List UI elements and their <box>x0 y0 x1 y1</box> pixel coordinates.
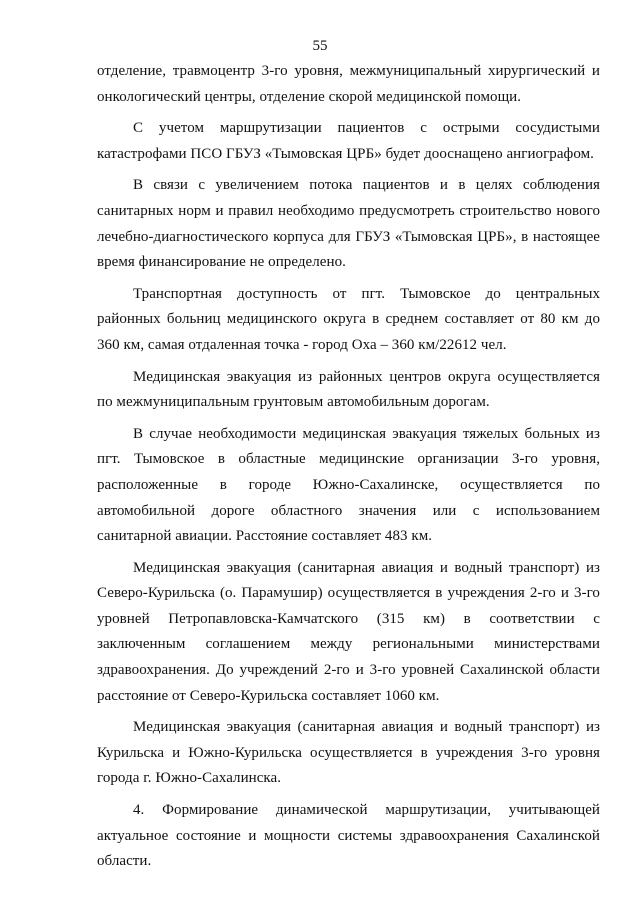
paragraph-continuation: отделение, травмоцентр 3-го уровня, межмуниципальный хирургический и онкологический центры, отделение скорой медицинской помощи. <box>97 63 600 105</box>
paragraph-severo-kurilsk: Медицинская эвакуация (санитарная авиация и водный транспорт) из Северо-Курильска (о. Парамушир) осуществляется в учреждения 2-го и 3-го уровней Петропавловска-Камчатского (315 км) в соответствии с заключенным соглашением между региональными министерствами здравоохранения. До учреждений 2-го и 3-го уровней Сахалинской области расстояние от Северо-Курильска составляет 1060 км. <box>97 559 600 704</box>
paragraph-new-building: В связи с увеличением потока пациентов и в целях соблюдения санитарных норм и правил необходимо предусмотреть строительство нового лечебно-диагностического корпуса для ГБУЗ «Тымовская ЦРБ», в настоящее время финансирование не определено. <box>97 177 600 271</box>
page-number: 55 <box>312 38 328 54</box>
paragraph-kurilsk: Медицинская эвакуация (санитарная авиация и водный транспорт) из Курильска и Южно-Курильска осуществляется в учреждения 3-го уровня города г. Южно-Сахалинска. <box>97 719 600 787</box>
paragraph-dynamic-routing: 4. Формирование динамической маршрутизации, учитывающей актуальное состояние и мощности системы здравоохранения Сахалинской области. <box>97 802 600 870</box>
paragraph-angiograph: С учетом маршрутизации пациентов с острыми сосудистыми катастрофами ПСО ГБУЗ «Тымовская ЦРБ» будет дооснащено ангиографом. <box>97 120 600 162</box>
paragraph-evacuation-roads: Медицинская эвакуация из районных центров округа осуществляется по межмуниципальным грунтовым автомобильным дорогам. <box>97 368 600 411</box>
document-body <box>97 59 600 875</box>
paragraph-transport-access: Транспортная доступность от пгт. Тымовское до центральных районных больниц медицинского округа в среднем составляет от 80 км до 360 км, самая отдаленная точка - город Оха – 360 км/22612 чел. <box>97 285 600 353</box>
paragraph-evacuation-heavy-patients: В случае необходимости медицинская эвакуация тяжелых больных из пгт. Тымовское в областные медицинские организации 3-го уровня, расположенные в городе Южно-Сахалинске, осуществляется по автомобильной дороге областного значения или с использованием санитарной авиации. Расстояние составляет 483 км. <box>97 425 600 545</box>
